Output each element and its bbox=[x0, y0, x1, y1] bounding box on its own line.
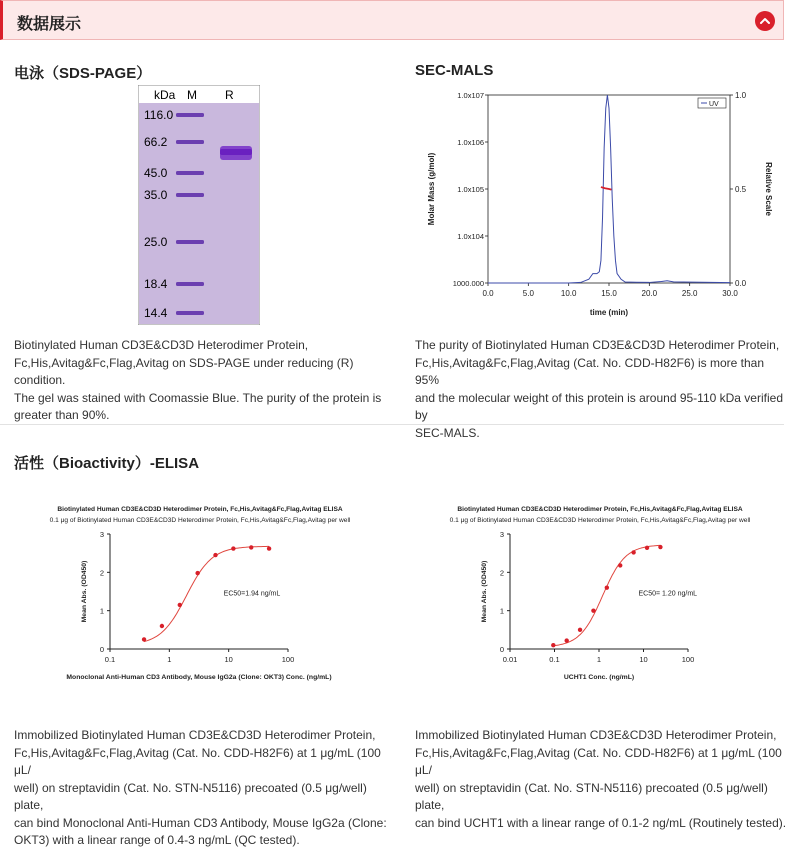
x-tick-label: 0.01 bbox=[502, 655, 518, 664]
y-tick-label: 0 bbox=[99, 645, 104, 654]
sds-page-title: 电泳（SDS-PAGE） bbox=[14, 65, 152, 82]
gel-marker-band bbox=[176, 113, 204, 117]
elisa-caption-line: Fc,His,Avitag&Fc,Flag,Avitag (Cat. No. CDD-H82F6) at 1 μg/mL (100 μL/ bbox=[14, 745, 381, 777]
x-tick-label: 0.0 bbox=[482, 289, 494, 298]
elisa-caption-okt3 bbox=[14, 727, 399, 850]
gel-marker-label: 14.4 bbox=[144, 306, 168, 320]
elisa-caption-line: can bind Monoclonal Anti-Human CD3 Antibody, Mouse IgG2a (Clone: bbox=[14, 815, 387, 830]
sds-caption-line: Biotinylated Human CD3E&CD3D Heterodimer Protein, bbox=[14, 338, 309, 352]
chevron-up-icon bbox=[755, 11, 775, 31]
data-point bbox=[631, 550, 635, 554]
y-tick-label: 1 bbox=[499, 606, 504, 616]
sds-caption-line: greater than 90%. bbox=[14, 408, 110, 422]
y-tick-label: 2 bbox=[99, 568, 104, 578]
x-tick-label: 25.0 bbox=[681, 289, 698, 298]
chart-title: Biotinylated Human CD3E&CD3D Heterodimer Protein, Fc,His,Avitag&Fc,Flag,Avitag ELISA bbox=[457, 506, 743, 513]
sec-mals-title: SEC-MALS bbox=[415, 62, 494, 79]
data-point bbox=[658, 545, 662, 549]
sds-page-gel-image bbox=[138, 85, 260, 325]
sec-caption-line: The purity of Biotinylated Human CD3E&CD3D Heterodimer Protein, bbox=[415, 338, 780, 352]
elisa-caption-line: well) on streptavidin (Cat. No. STN-N5116) precoated (0.5 μg/well) plate, bbox=[14, 780, 367, 812]
elisa-caption-line: Immobilized Biotinylated Human CD3E&CD3D Heterodimer Protein, bbox=[14, 728, 376, 742]
x-tick-label: 5.0 bbox=[522, 289, 534, 298]
x-axis-label: UCHT1 Conc. (ng/mL) bbox=[563, 674, 635, 681]
x-tick-label: 0.1 bbox=[104, 655, 116, 664]
gel-marker-label: 35.0 bbox=[144, 188, 168, 202]
elisa-caption-line: can bind UCHT1 with a linear range of 0.1-2 ng/mL (Routinely tested). bbox=[415, 815, 787, 830]
data-point bbox=[213, 553, 217, 557]
gel-marker-band bbox=[176, 140, 204, 144]
data-point bbox=[195, 571, 199, 575]
elisa-title: 活性（Bioactivity）-ELISA bbox=[14, 455, 200, 472]
sec-caption-line: Fc,His,Avitag&Fc,Flag,Avitag (Cat. No. CDD-H82F6) is more than 95% bbox=[415, 355, 764, 387]
gel-marker-label: 45.0 bbox=[144, 166, 168, 180]
sds-caption-line: The gel was stained with Coomassie Blue. The purity of the protein is bbox=[14, 390, 382, 405]
y-axis-label: Molar Mass (g/mol) bbox=[427, 152, 436, 226]
elisa-caption-line: Fc,His,Avitag&Fc,Flag,Avitag (Cat. No. CDD-H82F6) at 1 μg/mL (100 μL/ bbox=[415, 745, 782, 777]
y-right-tick-label: 0.0 bbox=[735, 279, 747, 288]
collapse-button[interactable] bbox=[755, 11, 775, 31]
elisa-caption-line: well) on streptavidin (Cat. No. STN-N5116) precoated (0.5 μg/well) plate, bbox=[415, 780, 768, 812]
y-axis-label: Mean Abs. (OD450) bbox=[81, 560, 88, 623]
x-tick-label: 0.1 bbox=[549, 655, 560, 664]
elisa-caption-line: OKT3) with a linear range of 0.4-3 ng/mL (QC tested). bbox=[14, 833, 300, 847]
elisa-caption-ucht1 bbox=[415, 727, 790, 832]
gel-col-m: M bbox=[187, 88, 197, 102]
sds-page-caption bbox=[14, 337, 394, 425]
x-tick-label: 10 bbox=[224, 655, 233, 664]
data-point bbox=[267, 546, 271, 550]
x-tick-label: 100 bbox=[681, 655, 695, 664]
gel-col-kda: kDa bbox=[154, 88, 176, 102]
y-axis-label: Mean Abs. (OD450) bbox=[481, 560, 488, 623]
y-tick-label: 2 bbox=[499, 568, 504, 578]
x-tick-label: 10.0 bbox=[560, 289, 577, 298]
sec-caption-line: SEC-MALS. bbox=[415, 425, 480, 440]
gel-marker-label: 25.0 bbox=[144, 235, 168, 249]
sec-mals-caption bbox=[415, 337, 785, 442]
gel-marker-band bbox=[176, 311, 204, 315]
y-right-axis-label: Relative Scale bbox=[764, 162, 773, 216]
x-tick-label: 30.0 bbox=[722, 289, 738, 298]
gel-marker-band bbox=[176, 193, 204, 197]
sec-caption-line: and the molecular weight of this protein is around 95-110 kDa verified by bbox=[415, 390, 783, 422]
data-point bbox=[551, 643, 555, 647]
gel-col-r: R bbox=[225, 88, 234, 102]
sds-caption-line: Fc,His,Avitag&Fc,Flag,Avitag on SDS-PAGE under reducing (R) condition. bbox=[14, 355, 354, 387]
molar-mass-line bbox=[601, 187, 611, 190]
y-tick-label: 1.0x105 bbox=[457, 185, 484, 194]
data-point bbox=[178, 603, 182, 607]
y-tick-label: 1.0x106 bbox=[457, 138, 484, 147]
data-point bbox=[142, 637, 146, 641]
y-tick-label: 0 bbox=[499, 645, 504, 654]
ec50-annotation: EC50=1.94 ng/mL bbox=[223, 590, 281, 598]
legend-label: UV bbox=[709, 101, 719, 108]
elisa-chart-ucht1 bbox=[420, 502, 780, 684]
gel-marker-label: 116.0 bbox=[144, 108, 174, 122]
x-tick-label: 15.0 bbox=[601, 289, 617, 298]
gel-marker-band bbox=[176, 240, 204, 244]
data-point bbox=[578, 628, 582, 632]
x-tick-label: 1 bbox=[167, 655, 172, 664]
sec-mals-chart bbox=[420, 85, 780, 325]
section-divider bbox=[0, 424, 784, 425]
y-right-tick-label: 1.0 bbox=[735, 91, 747, 100]
y-tick-label: 1.0x104 bbox=[457, 232, 484, 241]
chart-subtitle: 0.1 μg of Biotinylated Human CD3E&CD3D Heterodimer Protein, Fc,His,Avitag&Fc,Flag,Avitag per well bbox=[49, 517, 351, 524]
gel-marker-band bbox=[176, 171, 204, 175]
x-tick-label: 10 bbox=[639, 655, 648, 664]
section-header-title: 数据展示 bbox=[17, 16, 82, 33]
elisa-chart-okt3 bbox=[25, 502, 375, 684]
chart-subtitle: 0.1 μg of Biotinylated Human CD3E&CD3D Heterodimer Protein, Fc,His,Avitag&Fc,Flag,Avitag per well bbox=[449, 517, 751, 524]
chart-title: Biotinylated Human CD3E&CD3D Heterodimer Protein, Fc,His,Avitag&Fc,Flag,Avitag ELISA bbox=[57, 506, 343, 513]
y-tick-label: 3 bbox=[99, 530, 104, 539]
data-point bbox=[249, 545, 253, 549]
data-point bbox=[591, 608, 595, 612]
y-right-tick-label: 0.5 bbox=[735, 185, 747, 194]
y-tick-label: 3 bbox=[499, 530, 504, 539]
x-axis-label: Monoclonal Anti-Human CD3 Antibody, Mouse IgG2a (Clone: OKT3) Conc. (ng/mL) bbox=[66, 674, 332, 681]
x-axis-label: time (min) bbox=[589, 308, 629, 317]
ec50-annotation: EC50= 1.20 ng/mL bbox=[638, 590, 698, 598]
data-point bbox=[645, 546, 649, 550]
x-tick-label: 1 bbox=[596, 655, 602, 664]
y-tick-label: 1000.000 bbox=[452, 279, 484, 288]
data-point bbox=[565, 638, 569, 642]
data-point bbox=[231, 546, 235, 550]
section-header bbox=[0, 0, 784, 40]
y-tick-label: 1 bbox=[99, 606, 104, 616]
gel-marker-band bbox=[176, 282, 204, 286]
data-point bbox=[160, 624, 164, 628]
data-point bbox=[618, 563, 622, 567]
y-tick-label: 1.0x107 bbox=[457, 91, 484, 100]
x-tick-label: 20.0 bbox=[641, 289, 658, 298]
x-tick-label: 100 bbox=[281, 655, 295, 664]
data-point bbox=[605, 585, 609, 589]
gel-marker-label: 66.2 bbox=[144, 135, 168, 149]
elisa-caption-line: Immobilized Biotinylated Human CD3E&CD3D Heterodimer Protein, bbox=[415, 728, 777, 742]
gel-marker-label: 18.4 bbox=[144, 277, 168, 291]
